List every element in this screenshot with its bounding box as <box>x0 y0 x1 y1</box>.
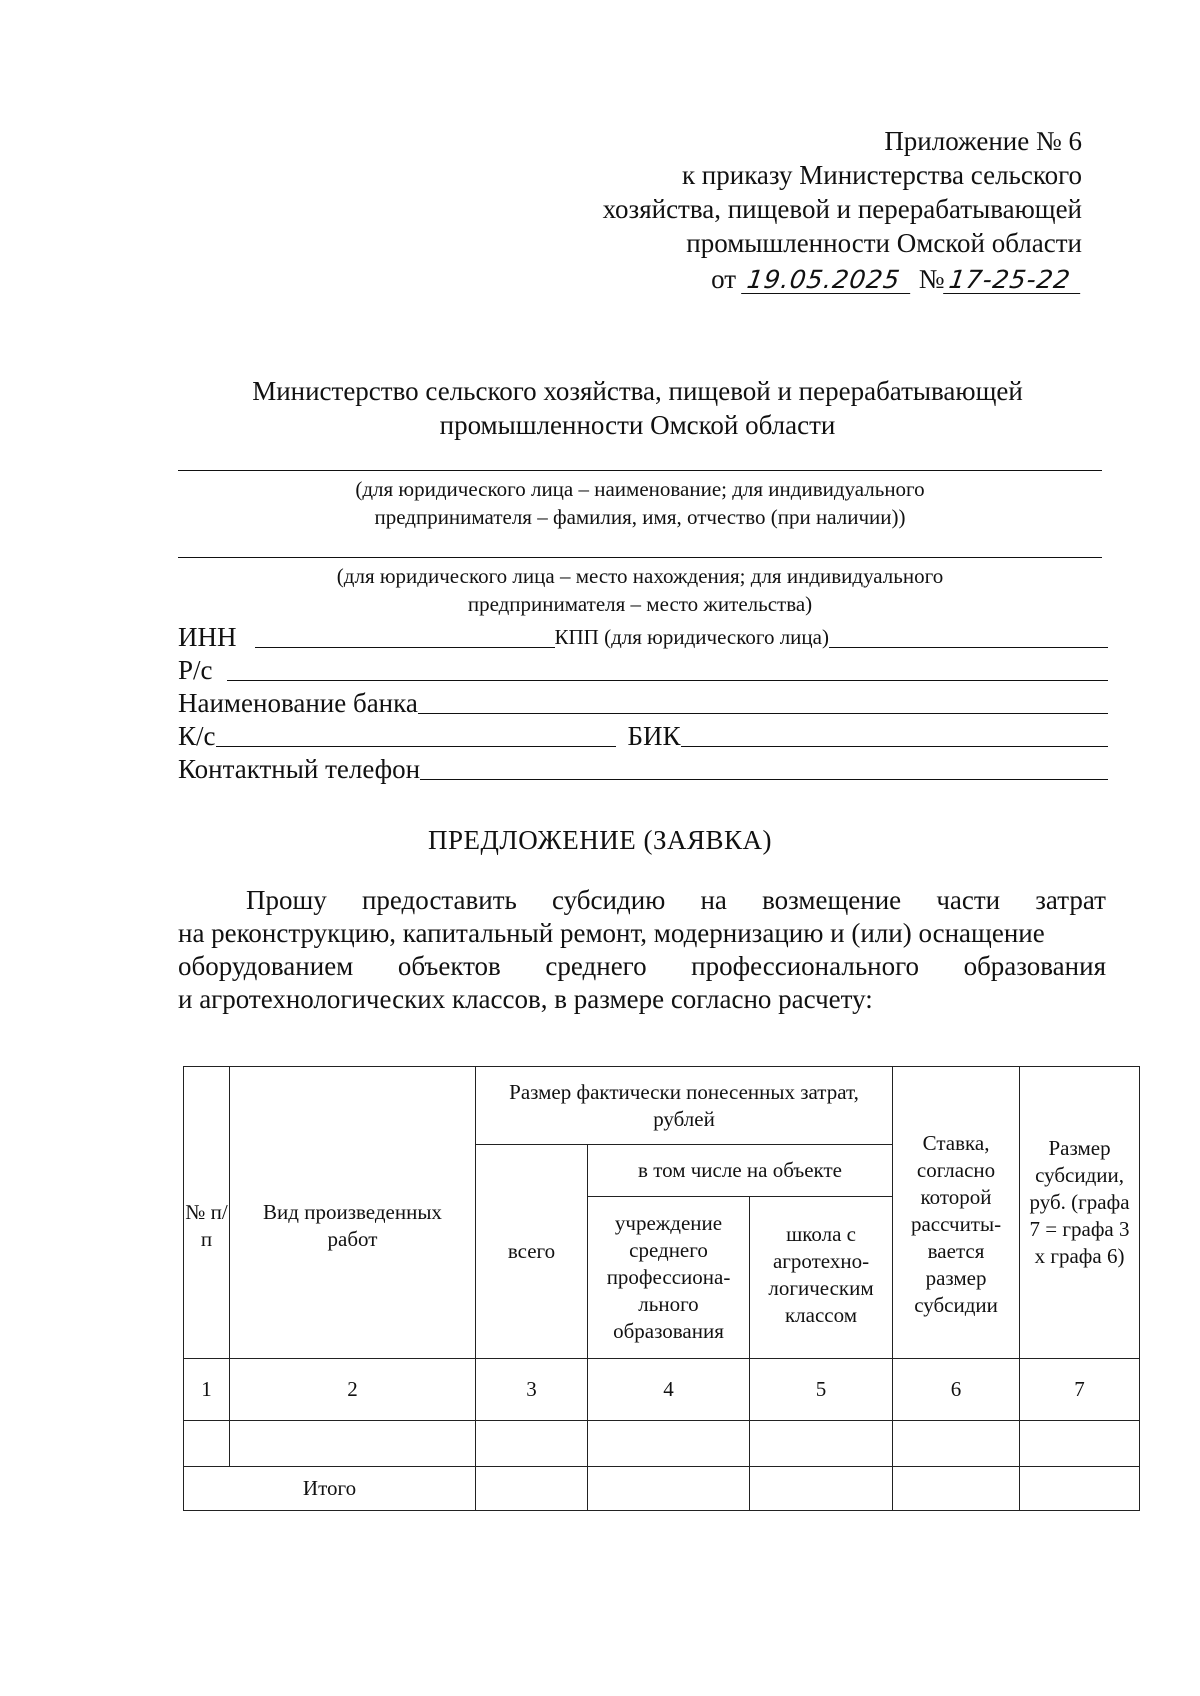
header-col-work: Вид произведенных работ <box>230 1067 476 1359</box>
ks-label: К/с <box>178 721 216 751</box>
cell-total[interactable] <box>476 1421 588 1467</box>
phone-field[interactable] <box>420 755 1108 780</box>
rs-label: Р/с <box>178 655 213 685</box>
total-cell-total[interactable] <box>476 1467 588 1511</box>
applicant-name-hint <box>178 475 1102 531</box>
cell-rate[interactable] <box>893 1421 1020 1467</box>
request-paragraph <box>178 884 1106 1016</box>
request-line-4: и агротехнологических классов, в размере согласно расчету: <box>178 984 873 1014</box>
word: образования <box>963 951 1106 981</box>
ministry-addressee <box>175 374 1100 442</box>
word: профессионального <box>691 951 919 981</box>
word: Прошу <box>246 885 327 915</box>
rs-row <box>178 653 1108 685</box>
word: части <box>936 885 1001 915</box>
total-cell-college[interactable] <box>588 1467 750 1511</box>
document-title: ПРЕДЛОЖЕНИЕ (ЗАЯВКА) <box>427 825 773 855</box>
column-number: 7 <box>1020 1359 1140 1421</box>
bank-row <box>178 686 1108 718</box>
column-number: 4 <box>588 1359 750 1421</box>
word: среднего <box>545 951 647 981</box>
inn-field[interactable] <box>255 623 555 648</box>
word: на <box>700 885 727 915</box>
header-col-no: № п/п <box>184 1067 230 1359</box>
hint-line: (для юридического лица – наименование; для индивидуального <box>355 477 925 501</box>
header-col-total: всего <box>476 1145 588 1359</box>
appendix-header <box>603 124 1082 296</box>
date-prefix: от <box>711 264 737 294</box>
total-cell-rate[interactable] <box>893 1467 1020 1511</box>
word: оборудованием <box>178 951 354 981</box>
ministry-line-2: промышленности Омской области <box>439 410 836 440</box>
header-col-college: учреждение среднего профессиона-льного образования <box>588 1197 750 1359</box>
cell-subsidy[interactable] <box>1020 1421 1140 1467</box>
column-number: 1 <box>184 1359 230 1421</box>
cell-work[interactable] <box>230 1421 476 1467</box>
data-row <box>184 1421 1140 1467</box>
hint-line: предпринимателя – место жительства) <box>467 592 813 616</box>
appendix-line: хозяйства, пищевой и перерабатывающей <box>602 194 1082 224</box>
total-cell-subsidy[interactable] <box>1020 1467 1140 1511</box>
word: предоставить <box>361 885 517 915</box>
header-col-costs: Размер фактически понесенных затрат, рублей <box>476 1067 893 1145</box>
word: объектов <box>397 951 501 981</box>
kpp-label: КПП (для юридического лица) <box>554 625 829 649</box>
appendix-date-line <box>603 262 1082 296</box>
total-label: Итого <box>184 1467 476 1511</box>
ministry-line-1: Министерство сельского хозяйства, пищевой и перерабатывающей <box>252 376 1023 406</box>
hint-line: (для юридического лица – место нахождения; для индивидуального <box>336 564 944 588</box>
ks-bik-row <box>178 719 1108 751</box>
header-col-subsidy: Размер субсидии, руб. (графа 7 = графа 3 х графа 6) <box>1020 1067 1140 1359</box>
column-number-row <box>184 1359 1140 1421</box>
total-row <box>184 1467 1140 1511</box>
request-line-2: на реконструкцию, капитальный ремонт, модернизацию и (или) оснащение <box>178 918 1045 948</box>
column-number: 6 <box>893 1359 1020 1421</box>
applicant-name-line[interactable] <box>178 470 1102 471</box>
appendix-line: промышленности Омской области <box>686 228 1082 258</box>
cell-college[interactable] <box>588 1421 750 1467</box>
bank-field[interactable] <box>418 689 1108 714</box>
applicant-address-hint <box>178 562 1102 618</box>
inn-kpp-row <box>178 620 1108 652</box>
rs-field[interactable] <box>227 656 1108 681</box>
request-line-1 <box>178 884 1106 917</box>
column-number: 5 <box>750 1359 893 1421</box>
column-number: 3 <box>476 1359 588 1421</box>
handwritten-date: 19.05.2025 <box>741 267 914 294</box>
phone-label: Контактный телефон <box>178 754 421 784</box>
bik-label: БИК <box>627 721 681 751</box>
word: затрат <box>1035 885 1106 915</box>
phone-row <box>178 752 1108 784</box>
kpp-field[interactable] <box>829 623 1108 648</box>
cell-no[interactable] <box>184 1421 230 1467</box>
handwritten-order-number: 17-25-22 <box>943 267 1084 294</box>
number-prefix: № <box>918 264 945 294</box>
ks-field[interactable] <box>216 722 616 747</box>
header-col-rate: Ставка, согласно которой рассчиты-вается размер субсидии <box>893 1067 1020 1359</box>
header-col-school: школа с агротехно-логическим классом <box>750 1197 893 1359</box>
hint-line: предпринимателя – фамилия, имя, отчество (при наличии)) <box>374 505 906 529</box>
appendix-title: Приложение № 6 <box>884 126 1082 156</box>
bik-field[interactable] <box>681 722 1108 747</box>
appendix-line: к приказу Министерства сельского <box>681 160 1082 190</box>
word: возмещение <box>762 885 902 915</box>
cell-school[interactable] <box>750 1421 893 1467</box>
inn-label: ИНН <box>178 622 237 652</box>
calculation-table <box>183 1066 1140 1511</box>
column-number: 2 <box>230 1359 476 1421</box>
applicant-address-line[interactable] <box>178 557 1102 558</box>
bank-label: Наименование банка <box>178 688 418 718</box>
header-col-including: в том числе на объекте <box>588 1145 893 1197</box>
request-line-3 <box>178 950 1106 983</box>
total-cell-school[interactable] <box>750 1467 893 1511</box>
word: субсидию <box>552 885 666 915</box>
